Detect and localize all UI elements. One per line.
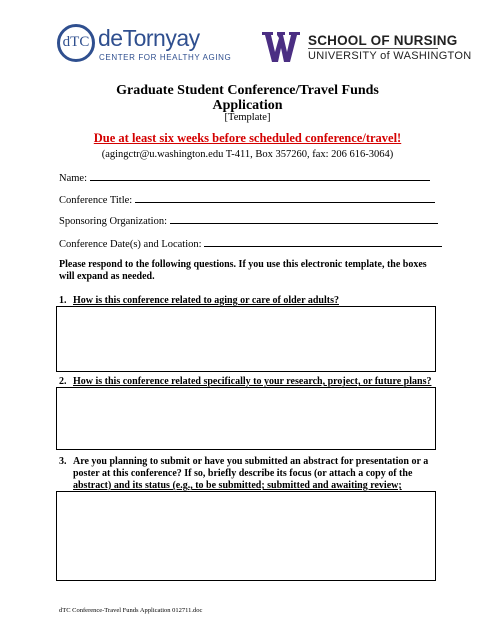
conference-title-line[interactable]	[135, 192, 435, 203]
name-field[interactable]	[59, 170, 430, 184]
question-2-number: 2.	[59, 376, 67, 387]
contact-info: (agingctr@u.washington.edu T-411, Box 357260, fax: 206 616-3064)	[101, 149, 394, 160]
question-1-number: 1.	[59, 295, 67, 306]
dates-location-line[interactable]	[204, 236, 442, 247]
answer-box-3[interactable]	[56, 491, 436, 581]
dates-location-field[interactable]	[59, 236, 442, 250]
footer-filename: dTC Conference-Travel Funds Application 012711.doc	[59, 607, 203, 614]
name-label: Name:	[59, 173, 87, 184]
sponsoring-org-line[interactable]	[170, 213, 438, 224]
uw-w-icon	[262, 32, 300, 62]
question-2-text: How is this conference related specifically to your research, project, or future plans?	[73, 376, 432, 387]
dtc-monogram-text: dTC	[62, 34, 90, 50]
name-line[interactable]	[90, 170, 430, 181]
dates-location-label: Conference Date(s) and Location:	[59, 239, 202, 250]
question-3-text-line2: poster at this conference? If so, briefly describe its focus (or attach a copy of the	[73, 468, 413, 479]
dtc-name: deTornyay	[98, 25, 200, 51]
uw-nursing-logo	[262, 30, 472, 66]
detornyay-logo	[57, 22, 232, 68]
question-3-text-line1: Are you planning to submit or have you submitted an abstract for presentation or a	[73, 456, 429, 467]
dtc-tagline: CENTER FOR HEALTHY AGING	[99, 53, 232, 62]
dtc-monogram-icon	[57, 24, 95, 62]
sponsoring-org-label: Sponsoring Organization:	[59, 216, 168, 227]
template-note: [Template]	[224, 112, 271, 123]
due-notice: Due at least six weeks before scheduled conference/travel!	[93, 131, 402, 145]
uw-divider	[308, 48, 438, 49]
question-3-number: 3.	[59, 456, 67, 467]
sponsoring-org-field[interactable]	[59, 213, 438, 227]
instructions: Please respond to the following questions. If you use this electronic template, the boxes will expand as needed.	[59, 259, 427, 282]
page-title-line2: Application	[212, 98, 283, 113]
answer-box-2[interactable]	[56, 387, 436, 450]
uw-school-name: SCHOOL OF NURSING	[308, 33, 458, 48]
answer-box-1[interactable]	[56, 306, 436, 372]
conference-title-label: Conference Title:	[59, 195, 133, 206]
uw-university-name: UNIVERSITY of WASHINGTON	[308, 50, 472, 62]
conference-title-field[interactable]	[59, 192, 435, 206]
page-title-line1: Graduate Student Conference/Travel Funds	[116, 83, 379, 98]
question-1-text: How is this conference related to aging or care of older adults?	[73, 295, 339, 306]
question-3-text-line3: abstract) and its status (e.g., to be submitted; submitted and awaiting review;	[73, 480, 402, 491]
